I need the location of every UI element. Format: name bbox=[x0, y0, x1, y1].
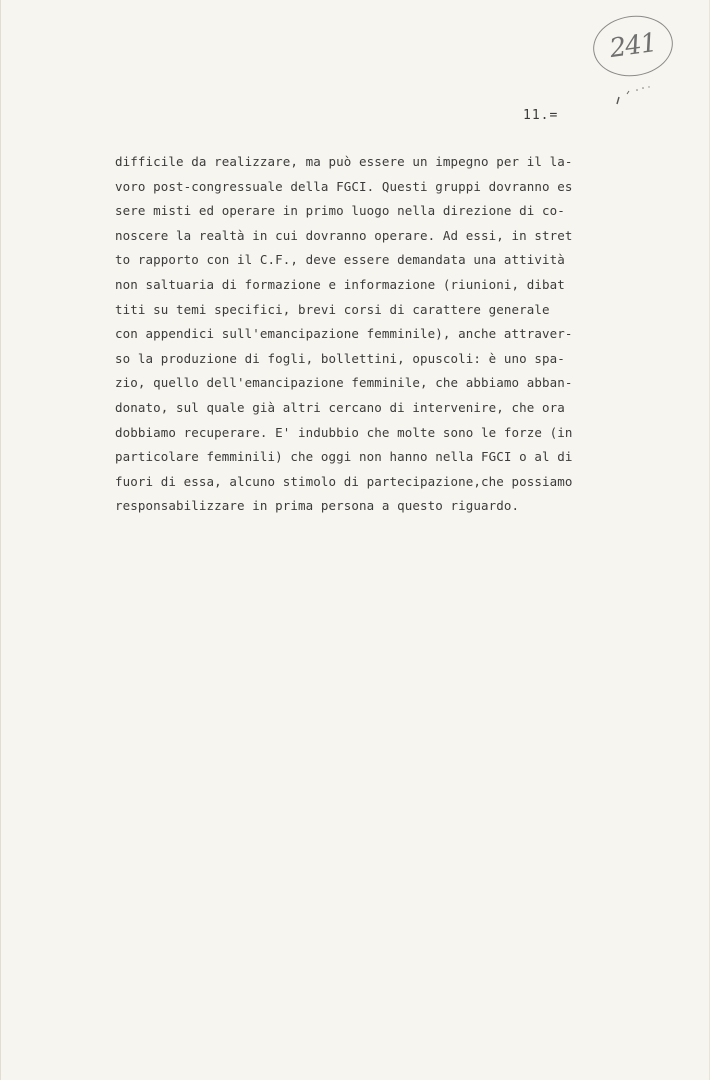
text-line: dobbiamo recuperare. E' indubbio che molte sono le forze (in bbox=[115, 424, 573, 440]
text-line: noscere la realtà in cui dovranno operare. Ad essi, in stret bbox=[115, 227, 573, 243]
page-number: 11.= bbox=[523, 108, 559, 123]
text-line: particolare femminili) che oggi non hanno nella FGCI o al di bbox=[115, 449, 573, 465]
text-line: sere misti ed operare in primo luogo nella direzione di co- bbox=[115, 203, 565, 219]
text-line: voro post-congressuale della FGCI. Questi gruppi dovranno es bbox=[115, 178, 573, 194]
text-line: responsabilizzare in prima persona a questo riguardo. bbox=[115, 498, 520, 514]
text-line: so la produzione di fogli, bollettini, opuscoli: è uno spa- bbox=[115, 350, 565, 366]
text-line: titi su temi specifici, brevi corsi di carattere generale bbox=[115, 301, 550, 317]
pencil-marks bbox=[613, 82, 663, 110]
text-line: to rapporto con il C.F., deve essere demandata una attività bbox=[115, 252, 565, 268]
archive-stamp-number: 241 bbox=[607, 27, 659, 65]
text-line: zio, quello dell'emancipazione femminile, che abbiamo abban- bbox=[115, 375, 573, 391]
archive-stamp bbox=[589, 11, 677, 82]
text-line: difficile da realizzare, ma può essere un impegno per il la- bbox=[115, 154, 573, 169]
text-line: non saltuaria di formazione e informazione (riunioni, dibat bbox=[115, 276, 565, 292]
body-paragraph bbox=[115, 150, 615, 519]
text-line: donato, sul quale già altri cercano di intervenire, che ora bbox=[115, 399, 565, 415]
text-line: fuori di essa, alcuno stimolo di partecipazione,che possiamo bbox=[115, 473, 573, 489]
text-line: con appendici sull'emancipazione femminile), anche attraver- bbox=[115, 326, 573, 342]
